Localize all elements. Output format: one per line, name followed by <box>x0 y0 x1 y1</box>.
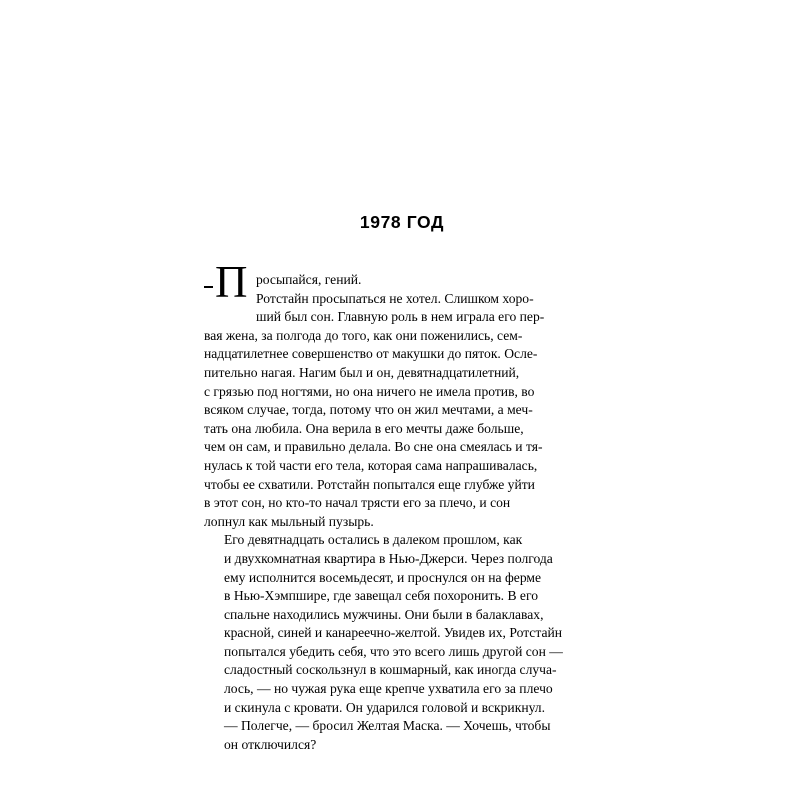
line: пительно нагая. Нагим был и он, девятнадцатилетний, <box>204 364 520 380</box>
paragraph-3 <box>204 717 600 754</box>
line: с грязью под ногтями, но она ничего не имела против, во <box>204 383 535 399</box>
line: чем он сам, и правильно делала. Во сне она смеялась и тя- <box>204 439 543 455</box>
line: попытался убедить себя, что это всего лишь другой сон — <box>224 643 563 659</box>
line: Его девятнадцать остались в далеком прошлом, как <box>224 532 523 548</box>
line: в Нью-Хэмпшире, где завещал себя похоронить. В его <box>224 588 539 604</box>
line: красной, синей и канареечно-желтой. Увидев их, Ротстайн <box>224 625 563 641</box>
line: лось, — но чужая рука еще крепче ухватила его за плечо <box>224 681 553 697</box>
line: — Полегче, — бросил Желтая Маска. — Хочешь, чтобы <box>224 718 551 734</box>
line: ему исполнится восемьдесят, и проснулся он на ферме <box>224 569 542 585</box>
line: всяком случае, тогда, потому что он жил мечтами, а меч- <box>204 402 533 418</box>
paragraph-2 <box>204 531 600 717</box>
line: спальне находились мужчины. Они были в балаклавах, <box>224 606 544 622</box>
line: лопнул как мыльный пузырь. <box>204 513 374 529</box>
page-text-block <box>204 212 600 754</box>
page-title: 1978 ГОД <box>359 212 445 232</box>
line: нулась к той части его тела, которая сама напрашивалась, <box>204 457 538 473</box>
paragraph-1 <box>204 257 600 531</box>
line: тать она любила. Она верила в его мечты даже больше, <box>204 420 524 436</box>
line: вая жена, за полгода до того, как они поженились, сем- <box>204 327 523 343</box>
line: и скинула с кровати. Он ударился головой и вскрикнул. <box>224 699 545 715</box>
dropcap-group <box>204 257 258 309</box>
line: в этот сон, но кто-то начал трясти его за плечо, и сон <box>204 495 511 511</box>
line: сладостный соскользнул в кошмарный, как иногда случа- <box>224 662 557 678</box>
line: чтобы ее схватили. Ротстайн попытался еще глубже уйти <box>204 476 535 492</box>
line: он отключился? <box>224 736 317 752</box>
line: росыпайся, гений. <box>256 272 362 287</box>
em-dash-icon <box>204 286 213 288</box>
line: Ротстайн просыпаться не хотел. Слишком хоро- <box>256 290 534 306</box>
line: и двухкомнатная квартира в Нью-Джерси. Через полгода <box>224 550 553 566</box>
line: надцатилетнее совершенство от макушки до пяток. Осле- <box>204 346 538 362</box>
line: ший был сон. Главную роль в нем играла его пер- <box>256 309 545 325</box>
dropcap-letter: П <box>215 257 248 307</box>
